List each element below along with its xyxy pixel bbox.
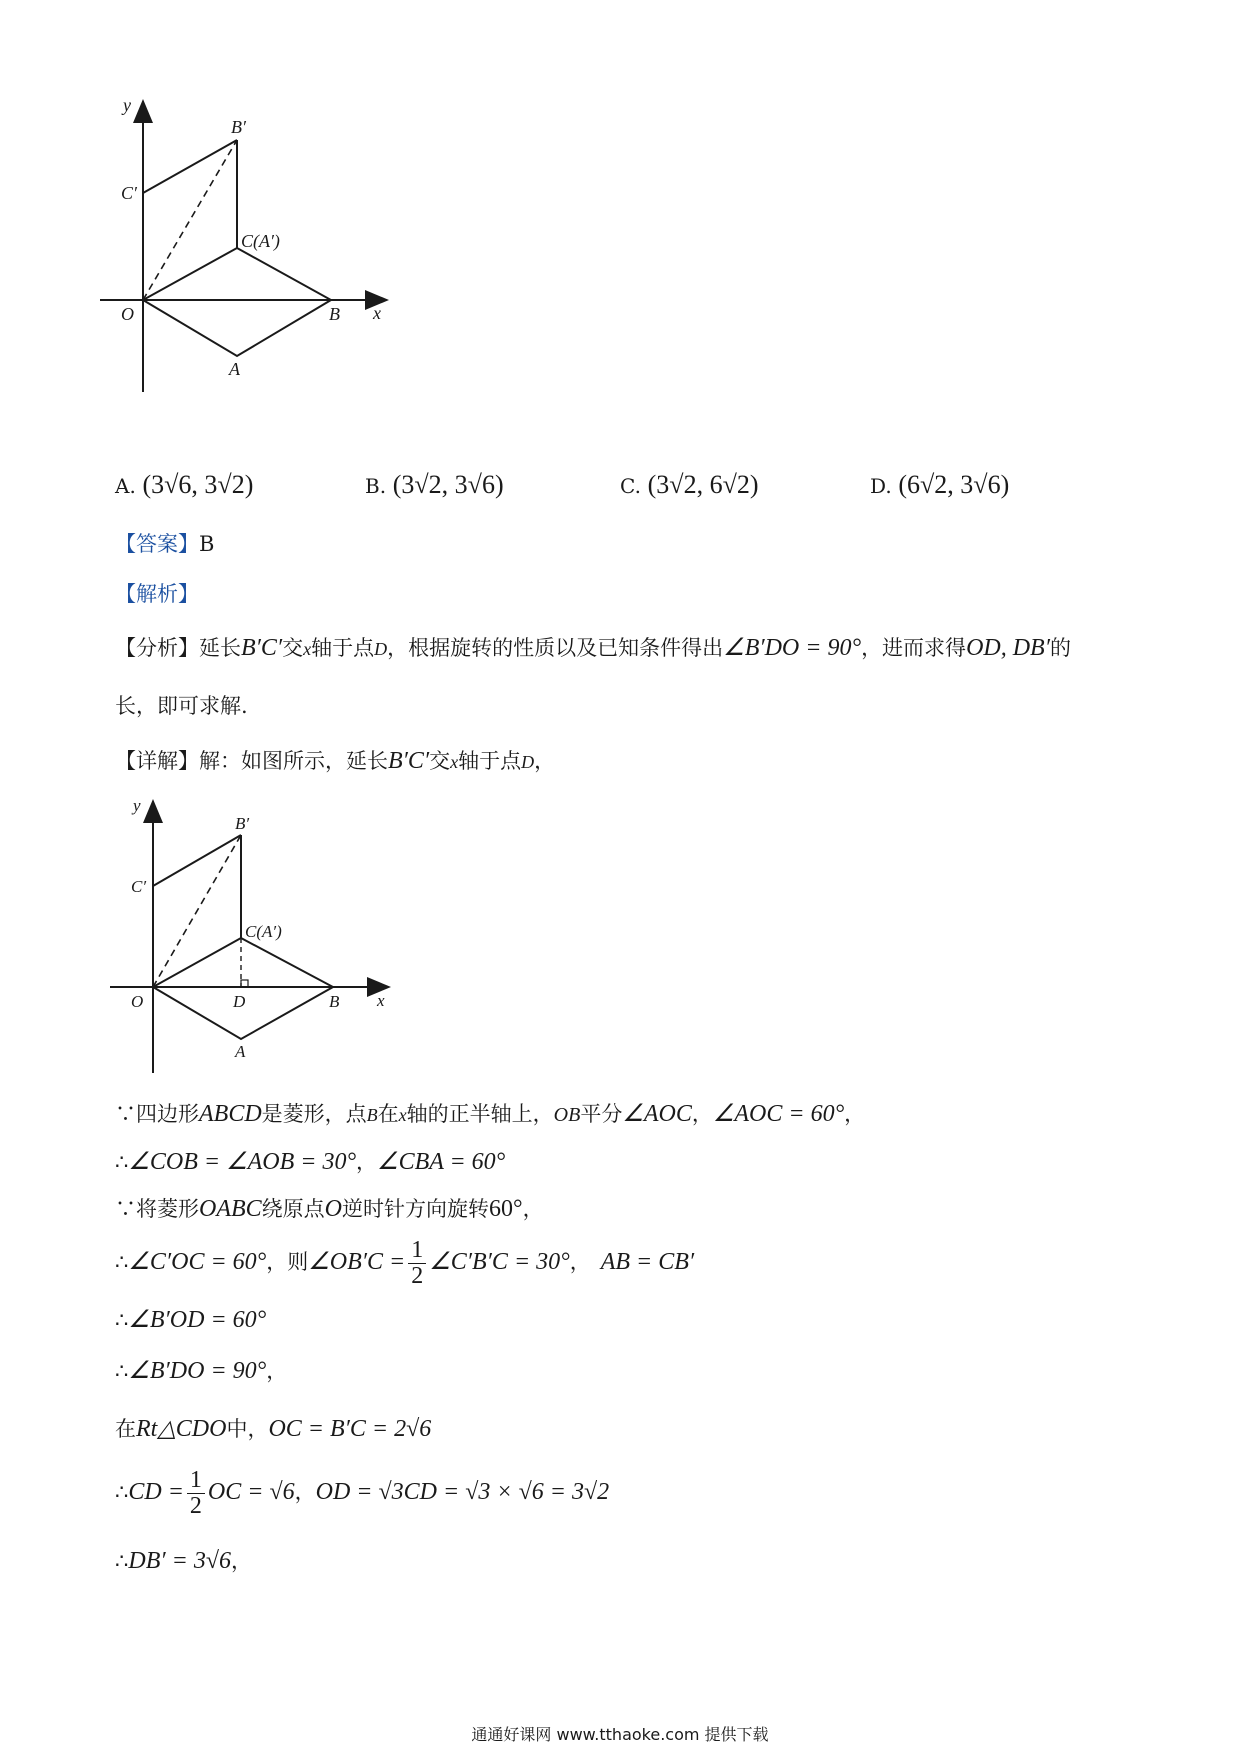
detail-line (115, 745, 555, 775)
option-d-expr: (6√2, 3√6) (898, 470, 1010, 499)
detail-math-1: B′C′ (388, 748, 430, 774)
step-2 (115, 1146, 505, 1176)
label-cprime: C′ (121, 183, 137, 203)
s1-a: ∵四边形 (115, 1102, 199, 1126)
label-cprime-2: C′ (131, 877, 147, 896)
analysis-tag: 【解析】 (115, 582, 199, 606)
label-x-2: x (377, 991, 385, 1010)
s1-j: ∠AOC (622, 1101, 692, 1127)
label-b: B (329, 304, 340, 324)
s4-e: ∠C′B′C = 30° (429, 1249, 570, 1276)
s3-e: 逆时针方向旋转 (342, 1197, 490, 1221)
s4-den: 2 (411, 1263, 424, 1290)
s4-num: 1 (408, 1238, 426, 1264)
s1-c: 是菱形，点 (261, 1102, 367, 1126)
fenxi-line-1 (115, 632, 1071, 662)
detail-text-1: 解：如图所示，延长 (199, 749, 388, 773)
s3-f: 60° (489, 1196, 523, 1222)
s1-m: ， (844, 1102, 866, 1126)
label-a-2: A (235, 1042, 246, 1061)
s6-a: ∴ (115, 1359, 129, 1383)
fenxi-text-1: 延长 (199, 636, 241, 660)
step-3 (115, 1193, 544, 1223)
step-4 (115, 1238, 694, 1289)
label-bprime: B′ (231, 117, 246, 137)
s4-d: ∠OB′C = (308, 1249, 406, 1276)
s1-e: 在 (377, 1102, 399, 1126)
dashed-o-bprime (143, 140, 237, 300)
s1-g: 轴的正半轴上， (406, 1102, 554, 1126)
step-8 (115, 1468, 609, 1519)
s9-b: DB′ = 3√6 (128, 1548, 231, 1574)
fenxi-math-2: x (303, 639, 312, 659)
fenxi-math-5: OD, DB′ (966, 635, 1050, 661)
s2-b: ∠COB = ∠AOB = 30° (128, 1149, 357, 1175)
fenxi-text-4: ，根据旋转的性质以及已知条件得出 (387, 636, 724, 660)
step-1 (115, 1098, 865, 1128)
fenxi-text-5: ，进而求得 (861, 636, 967, 660)
s6-c: ， (266, 1359, 288, 1383)
option-d-label: D. (870, 474, 892, 498)
detail-text-2: 交 (429, 749, 451, 773)
fenxi-text-6: 的 (1049, 636, 1071, 660)
s1-d: B (366, 1105, 378, 1125)
option-a-expr: (3√6, 3√2) (142, 470, 254, 499)
s6-b: ∠B′DO = 90° (128, 1358, 267, 1384)
fenxi-math-3: D (374, 639, 388, 659)
detail-text-4: ， (534, 749, 556, 773)
s8-a: ∴ (115, 1480, 129, 1505)
label-o: O (121, 304, 134, 324)
fenxi-text-2: 交 (282, 636, 304, 660)
right-angle-mark (241, 980, 248, 987)
s1-h: OB (553, 1104, 581, 1126)
label-c-aprime: C(A′) (241, 231, 280, 251)
s8-d: ， (294, 1480, 316, 1505)
s9-c: ， (230, 1549, 252, 1573)
figure-1-rhombus-rotation (95, 95, 405, 400)
s8-den: 2 (189, 1493, 202, 1520)
s5-b: ∠B′OD = 60° (128, 1307, 267, 1333)
answer-tag: 【答案】 (115, 532, 199, 556)
step-6 (115, 1355, 287, 1385)
label-c-aprime-2: C(A′) (245, 922, 282, 941)
detail-math-3: D (521, 752, 535, 772)
s8-c: OC = √6 (207, 1479, 295, 1506)
step-7 (115, 1413, 431, 1443)
detail-tag: 【详解】 (115, 749, 199, 773)
label-bprime-2: B′ (235, 814, 250, 833)
s4-c: ，则 (266, 1250, 309, 1275)
s1-f: x (398, 1105, 407, 1125)
fenxi-tag: 【分析】 (115, 636, 199, 660)
label-x: x (373, 303, 381, 323)
label-y-2: y (133, 796, 141, 815)
fenxi-text-3: 轴于点 (311, 636, 375, 660)
label-d-2: D (233, 992, 246, 1011)
s1-l: ∠AOC = 60° (712, 1101, 845, 1127)
s4-a: ∴ (115, 1250, 129, 1275)
option-b (365, 470, 504, 500)
s8-num: 1 (187, 1468, 205, 1494)
s9-a: ∴ (115, 1549, 129, 1573)
s7-b: Rt△CDO (136, 1416, 227, 1442)
fenxi-line-2: 长，即可求解. (115, 694, 248, 718)
option-a-label: A. (115, 474, 136, 498)
label-o-2: O (131, 992, 144, 1011)
s3-c: 绕原点 (261, 1197, 325, 1221)
option-b-expr: (3√2, 3√6) (392, 470, 504, 499)
answer-line (115, 528, 214, 558)
step-9 (115, 1545, 252, 1575)
page-footer: 通通好课网 www.tthaoke.com 提供下载 (471, 1725, 769, 1744)
answer-value: B (199, 532, 215, 556)
s7-a: 在 (115, 1417, 136, 1441)
option-b-label: B. (365, 474, 387, 498)
s1-b: ABCD (199, 1101, 262, 1127)
s4-fraction (408, 1238, 426, 1289)
s4-g: AB = CB′ (600, 1249, 695, 1276)
rhombus-oabc (143, 248, 331, 356)
segment-bprime-cprime (143, 140, 237, 193)
s4-b: ∠C′OC = 60° (128, 1249, 267, 1276)
rhombus-oabc-2 (153, 938, 333, 1039)
segment-bprime-cprime-2 (153, 835, 241, 886)
s8-fraction (187, 1468, 205, 1519)
s2-c: ， (356, 1150, 378, 1174)
option-c (620, 470, 759, 500)
s7-c: 中， (226, 1417, 269, 1441)
s2-d: ∠CBA = 60° (377, 1149, 506, 1175)
option-d (870, 470, 1009, 500)
s3-g: ， (522, 1197, 544, 1221)
s1-k: ， (691, 1102, 713, 1126)
s7-d: OC = B′C = 2√6 (268, 1416, 432, 1442)
label-b-2: B (329, 992, 340, 1011)
s1-i: 平分 (580, 1102, 623, 1126)
dashed-o-bprime-2 (153, 835, 241, 987)
detail-text-3: 轴于点 (458, 749, 522, 773)
option-a (115, 470, 253, 500)
s3-d: O (324, 1196, 343, 1222)
detail-math-2: x (450, 752, 459, 772)
option-c-expr: (3√2, 6√2) (647, 470, 759, 499)
step-5 (115, 1305, 266, 1334)
s5-a: ∴ (115, 1308, 129, 1332)
option-c-label: C. (620, 474, 641, 498)
label-a: A (229, 359, 240, 379)
s2-a: ∴ (115, 1150, 129, 1174)
s4-f: ， (569, 1250, 591, 1275)
figure-2-rhombus-with-d (105, 795, 395, 1080)
label-y: y (123, 95, 131, 115)
s3-a: ∵将菱形 (115, 1197, 199, 1221)
fenxi-math-4: ∠B′DO = 90° (723, 635, 862, 661)
s3-b: OABC (199, 1196, 262, 1222)
s8-b: CD = (128, 1479, 184, 1506)
s8-e: OD = √3CD = √3 × √6 = 3√2 (315, 1479, 610, 1506)
fenxi-math-1: B′C′ (241, 635, 283, 661)
